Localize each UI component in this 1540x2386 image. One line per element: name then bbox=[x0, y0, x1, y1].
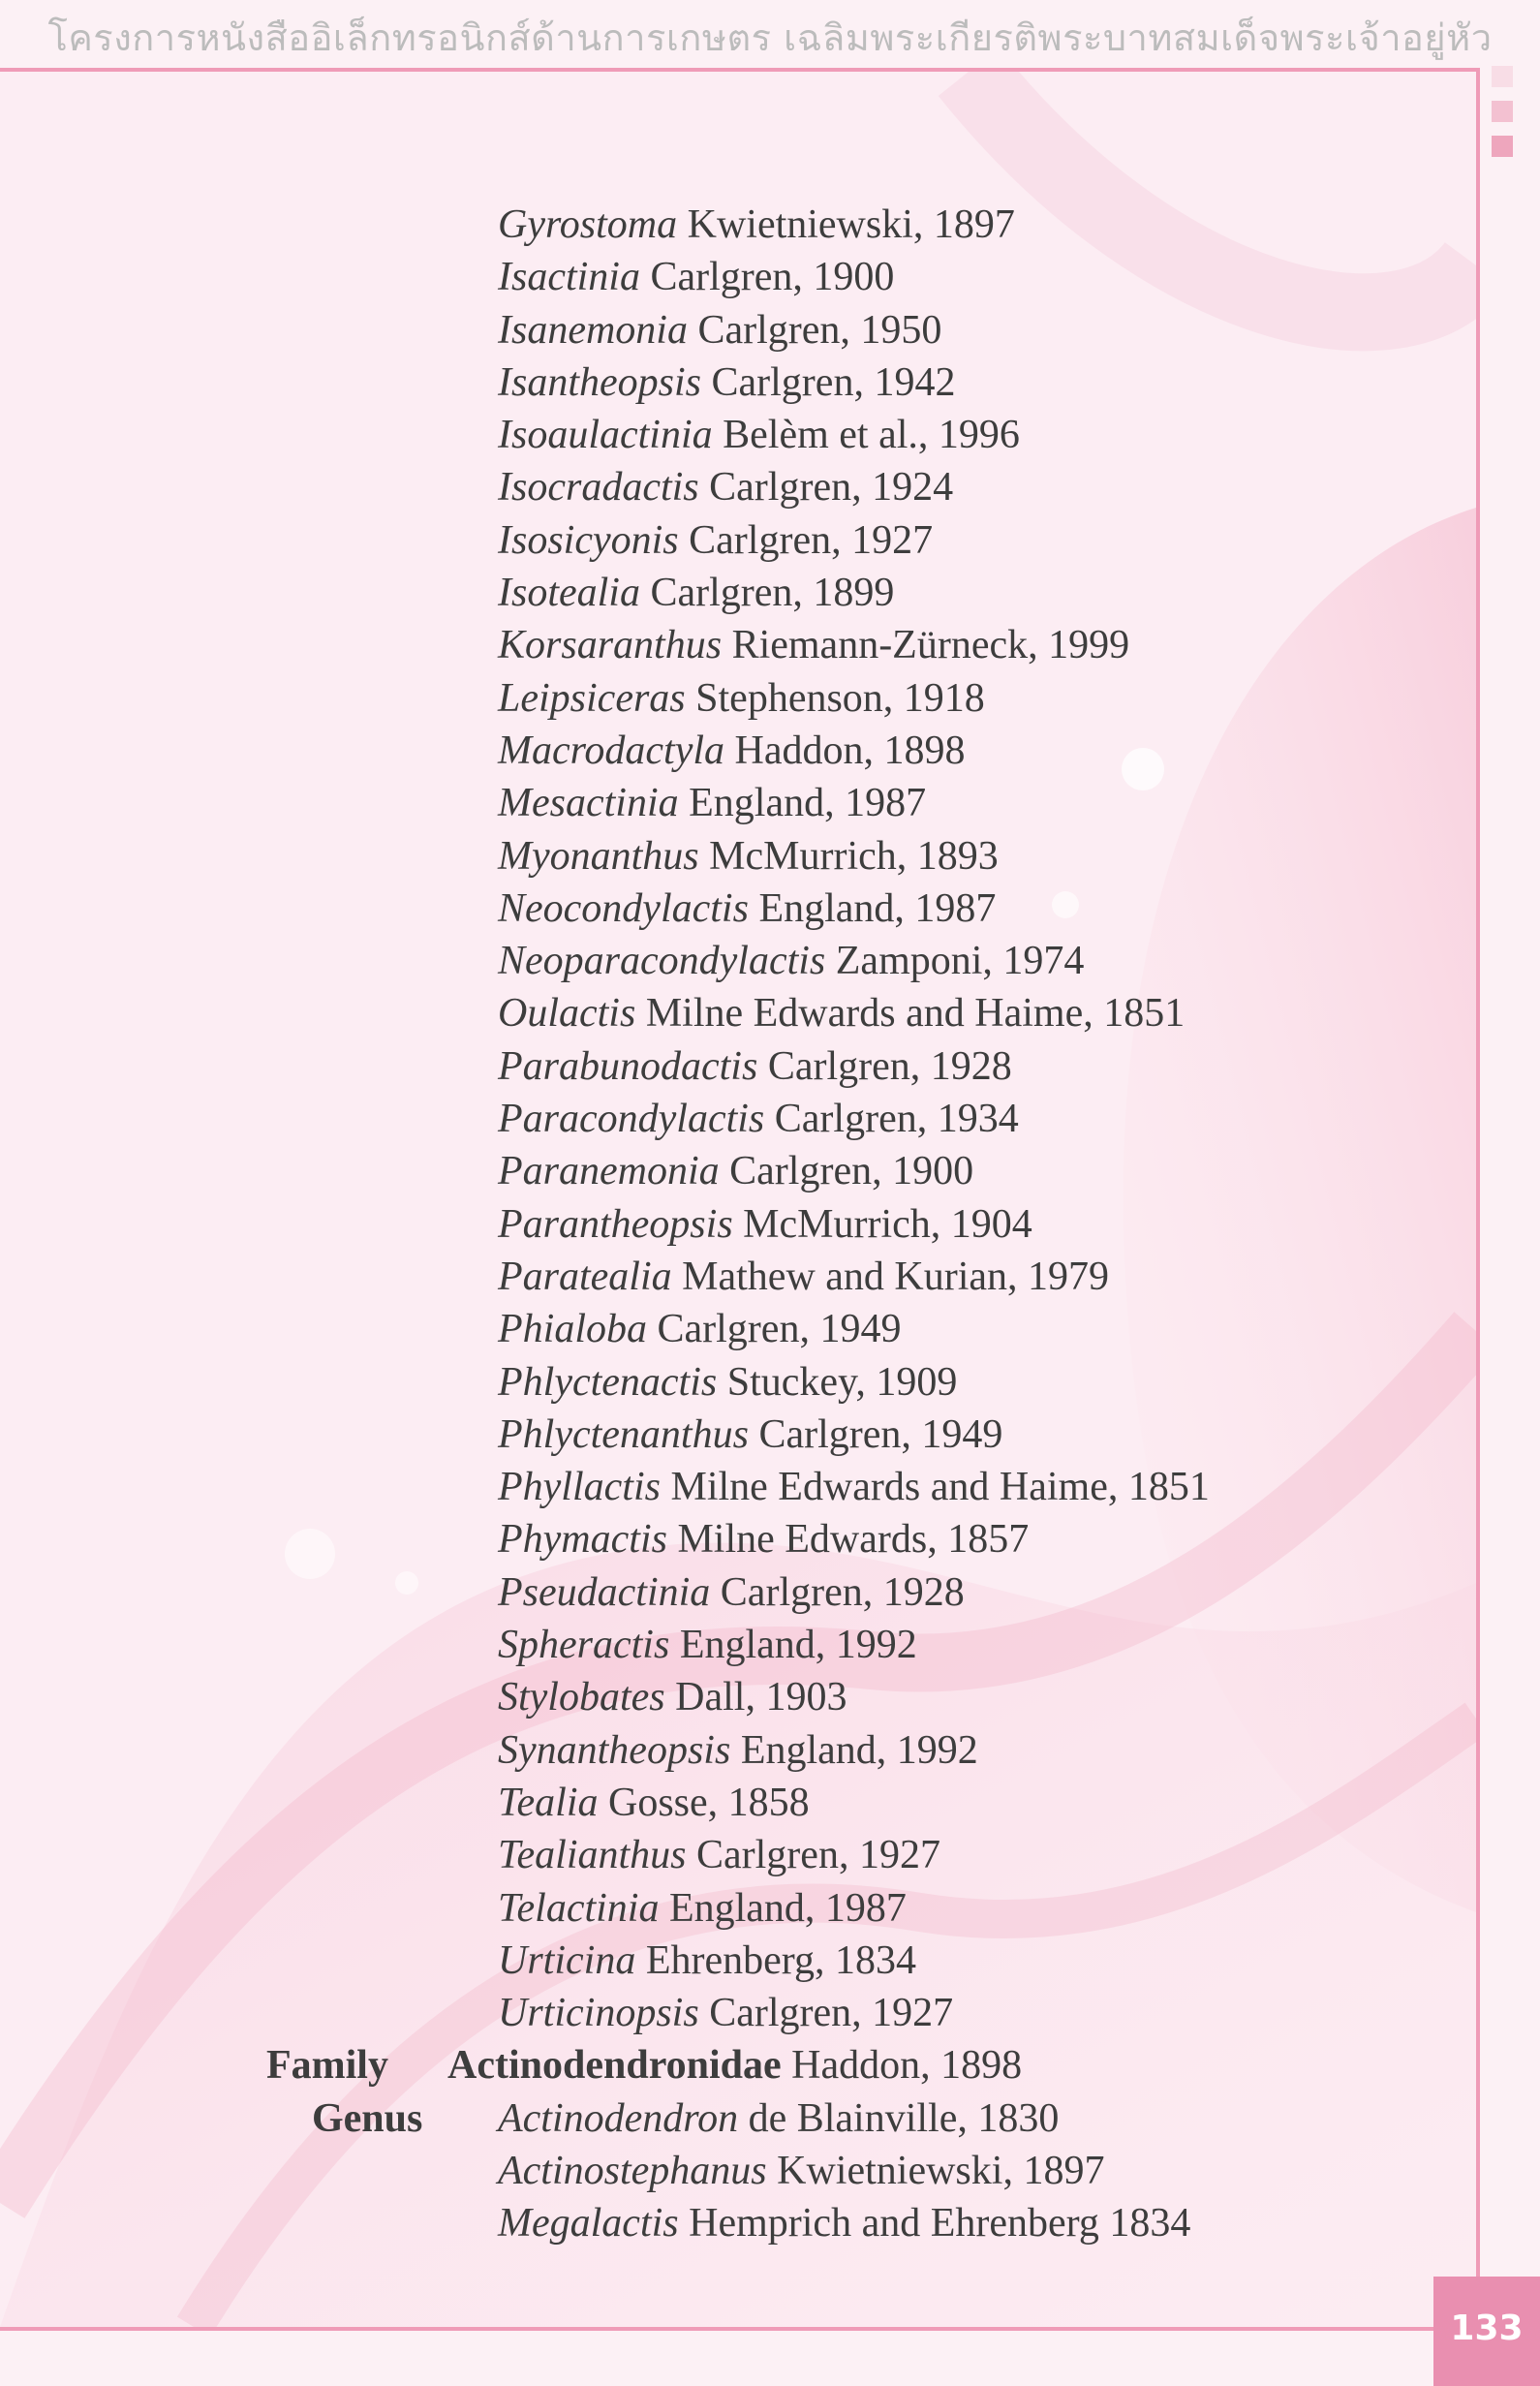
genus-name: Urticinopsis bbox=[498, 1991, 699, 2036]
genus-row bbox=[0, 1671, 1453, 1723]
genus-name: Pseudactinia bbox=[498, 1569, 711, 1615]
genus-row bbox=[0, 619, 1453, 671]
genus-name: Actinodendron bbox=[498, 2095, 739, 2141]
genus-authority: Carlgren, 1950 bbox=[697, 307, 942, 353]
genus-name: Phyllactis bbox=[498, 1465, 661, 1510]
genus-name: Spheractis bbox=[498, 1623, 670, 1668]
genus-authority: Kwietniewski, 1897 bbox=[687, 202, 1015, 247]
family-row bbox=[0, 2039, 1453, 2092]
genus-name: Paracondylactis bbox=[498, 1097, 765, 1142]
genus-name: Paranemonia bbox=[498, 1149, 720, 1194]
genus-authority: England, 1992 bbox=[740, 1727, 978, 1773]
genus-authority: Stephenson, 1918 bbox=[695, 675, 985, 721]
genus-name: Stylobates bbox=[498, 1675, 665, 1720]
genus-list bbox=[0, 199, 1453, 2250]
genus-row bbox=[0, 777, 1453, 829]
genus-authority: Gosse, 1858 bbox=[607, 1780, 810, 1825]
genus-row bbox=[0, 830, 1453, 883]
genus-name: Synantheopsis bbox=[498, 1727, 731, 1773]
genus-authority: Kwietniewski, 1897 bbox=[777, 2148, 1105, 2193]
genus-name: Isosicyonis bbox=[498, 517, 679, 563]
genus-row bbox=[0, 514, 1453, 567]
genus-authority: England, 1987 bbox=[758, 885, 997, 931]
genus-row bbox=[0, 409, 1453, 461]
genus-name: Oulactis bbox=[498, 991, 636, 1037]
genus-name: Neocondylactis bbox=[498, 885, 749, 931]
genus-name: Korsaranthus bbox=[498, 623, 723, 668]
genus-name: Tealia bbox=[498, 1780, 599, 1825]
genus-name: Isantheopsis bbox=[498, 359, 701, 405]
genus-authority: Ehrenberg, 1834 bbox=[645, 1937, 916, 1983]
genus-row bbox=[0, 251, 1453, 303]
genus-authority: Carlgren, 1928 bbox=[767, 1043, 1012, 1089]
genus-name: Actinostephanus bbox=[498, 2148, 767, 2193]
genus-name: Isanemonia bbox=[498, 307, 688, 353]
genus-row bbox=[0, 1093, 1453, 1145]
genus-row bbox=[0, 1145, 1453, 1197]
genus-name: Telactinia bbox=[498, 1885, 660, 1931]
genus-authority: Dall, 1903 bbox=[675, 1675, 847, 1720]
genus-row bbox=[0, 1777, 1453, 1829]
genus-row bbox=[0, 1251, 1453, 1303]
genus-name: Phlyctenactis bbox=[498, 1359, 718, 1405]
genus-name: Megalactis bbox=[498, 2201, 679, 2247]
corner-decoration bbox=[1492, 66, 1513, 170]
genus-row bbox=[0, 304, 1453, 356]
genus-name: Phlyctenanthus bbox=[498, 1411, 749, 1457]
genus-authority: Mathew and Kurian, 1979 bbox=[682, 1254, 1110, 1299]
header-title: โครงการหนังสืออิเล็กทรอนิกส์ด้านการเกษตร เฉลิมพระเกียรติพระบาทสมเด็จพระเจ้าอยู่หัว bbox=[47, 16, 1493, 59]
genus-name: Paratealia bbox=[498, 1254, 672, 1299]
genus-authority: Belèm et al., 1996 bbox=[723, 413, 1020, 458]
family-label: Family bbox=[266, 2043, 388, 2089]
genus-authority: Carlgren, 1942 bbox=[711, 359, 956, 405]
page-number: 133 bbox=[1450, 2309, 1524, 2348]
genus-name: Isocradactis bbox=[498, 465, 699, 511]
genus-authority: Hemprich and Ehrenberg 1834 bbox=[689, 2201, 1191, 2247]
genus-row bbox=[0, 883, 1453, 935]
genus-authority: de Blainville, 1830 bbox=[748, 2095, 1060, 2141]
genus-row bbox=[0, 725, 1453, 777]
genus-authority: Carlgren, 1927 bbox=[696, 1833, 940, 1878]
genus-authority: Carlgren, 1899 bbox=[650, 571, 895, 616]
genus-authority: England, 1987 bbox=[689, 781, 927, 826]
genus-authority: Milne Edwards, 1857 bbox=[677, 1517, 1030, 1563]
genus-authority: Milne Edwards and Haime, 1851 bbox=[670, 1465, 1210, 1510]
genus-name: Parantheopsis bbox=[498, 1201, 733, 1247]
genus-row bbox=[0, 1356, 1453, 1409]
genus-row bbox=[0, 1935, 1453, 1987]
genus-name: Isoaulactinia bbox=[498, 413, 713, 458]
genus-row bbox=[0, 461, 1453, 513]
genus-row bbox=[0, 1829, 1453, 1881]
genus-authority: Milne Edwards and Haime, 1851 bbox=[645, 991, 1186, 1037]
genus-authority: England, 1992 bbox=[679, 1623, 917, 1668]
genus-name: Isactinia bbox=[498, 255, 640, 300]
genus-row bbox=[0, 2092, 1453, 2145]
decor-square bbox=[1492, 101, 1513, 122]
genus-name: Tealianthus bbox=[498, 1833, 687, 1878]
genus-row bbox=[0, 2197, 1453, 2249]
genus-row bbox=[0, 1303, 1453, 1355]
genus-name: Leipsiceras bbox=[498, 675, 686, 721]
genus-row bbox=[0, 1198, 1453, 1251]
genus-row bbox=[0, 1040, 1453, 1093]
genus-row bbox=[0, 2145, 1453, 2197]
genus-row bbox=[0, 672, 1453, 725]
genus-authority: Carlgren, 1949 bbox=[657, 1307, 902, 1352]
genus-row bbox=[0, 1724, 1453, 1777]
genus-name: Phymactis bbox=[498, 1517, 667, 1563]
genus-name: Gyrostoma bbox=[498, 202, 678, 247]
genus-authority: Carlgren, 1924 bbox=[709, 465, 954, 511]
family-authority: Haddon, 1898 bbox=[791, 2043, 1023, 2089]
genus-row bbox=[0, 987, 1453, 1039]
genus-row bbox=[0, 199, 1453, 251]
genus-row bbox=[0, 356, 1453, 409]
genus-authority: Zamponi, 1974 bbox=[835, 939, 1085, 984]
genus-row bbox=[0, 567, 1453, 619]
genus-name: Phialoba bbox=[498, 1307, 647, 1352]
genus-row bbox=[0, 1409, 1453, 1461]
genus-authority: McMurrich, 1893 bbox=[709, 833, 999, 879]
genus-authority: Carlgren, 1900 bbox=[650, 255, 895, 300]
genus-authority: Haddon, 1898 bbox=[734, 728, 966, 773]
genus-authority: Carlgren, 1927 bbox=[709, 1991, 954, 2036]
genus-name: Urticina bbox=[498, 1937, 636, 1983]
genus-name: Myonanthus bbox=[498, 833, 699, 879]
genus-name: Neoparacondylactis bbox=[498, 939, 826, 984]
genus-label: Genus bbox=[312, 2095, 423, 2141]
genus-authority: Carlgren, 1949 bbox=[758, 1411, 1003, 1457]
genus-authority: England, 1987 bbox=[668, 1885, 907, 1931]
genus-name: Macrodactyla bbox=[498, 728, 725, 773]
genus-row bbox=[0, 1882, 1453, 1935]
genus-name: Isotealia bbox=[498, 571, 640, 616]
genus-authority: Riemann-Zürneck, 1999 bbox=[731, 623, 1130, 668]
genus-name: Mesactinia bbox=[498, 781, 679, 826]
genus-row bbox=[0, 1513, 1453, 1565]
genus-authority: Carlgren, 1928 bbox=[720, 1569, 965, 1615]
genus-authority: Carlgren, 1927 bbox=[689, 517, 934, 563]
genus-row bbox=[0, 1566, 1453, 1619]
decor-square bbox=[1492, 136, 1513, 157]
genus-authority: Stuckey, 1909 bbox=[726, 1359, 958, 1405]
genus-row bbox=[0, 1461, 1453, 1513]
genus-row bbox=[0, 1619, 1453, 1671]
genus-authority: Carlgren, 1900 bbox=[729, 1149, 974, 1194]
genus-authority: McMurrich, 1904 bbox=[743, 1201, 1032, 1247]
genus-authority: Carlgren, 1934 bbox=[774, 1097, 1019, 1142]
family-name: Actinodendronidae bbox=[447, 2043, 782, 2089]
genus-name: Parabunodactis bbox=[498, 1043, 758, 1089]
genus-row bbox=[0, 935, 1453, 987]
genus-row bbox=[0, 1987, 1453, 2039]
decor-square bbox=[1492, 66, 1513, 87]
